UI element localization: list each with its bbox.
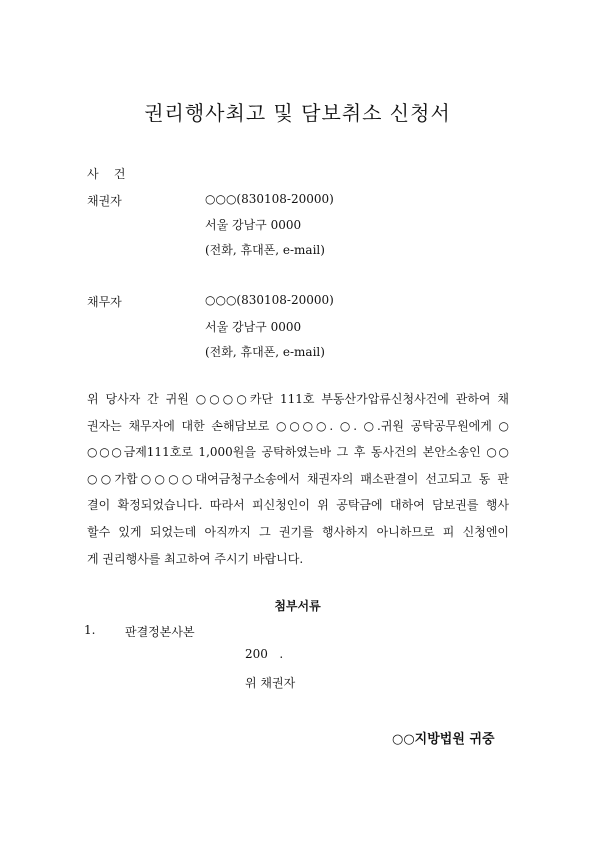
petition-body — [87, 386, 509, 572]
debtor-contact: (전화, 휴대폰, e-mail) — [205, 345, 325, 359]
body-line: ○○○금제111호로 1,000원을 공탁하였는바 그 후 동사건의 본안소송인 ○○ — [87, 445, 509, 460]
court-addressee: ○○지방법원 귀중 — [392, 732, 495, 747]
creditor-name-id: ○○○(830108-20000) — [205, 192, 334, 206]
case-label: 사 건 — [87, 167, 126, 181]
document-title: 권리행사최고 및 담보취소 신청서 — [144, 101, 451, 125]
debtor-address: 서울 강남구 0000 — [205, 320, 302, 334]
creditor-contact: (전화, 휴대폰, e-mail) — [205, 243, 325, 257]
filing-date: 200 . — [245, 647, 284, 661]
creditor-address: 서울 강남구 0000 — [205, 218, 302, 232]
body-line: 결이 확정되었습니다. 따라서 피신청인이 위 공탁금에 대하여 담보권를 행사 — [87, 498, 509, 513]
body-line: 게 권리행사를 최고하여 주시기 바랍니다. — [87, 551, 304, 566]
creditor-label: 채권자 — [87, 194, 122, 208]
signer-label: 위 채권자 — [245, 676, 296, 690]
attachment-number: 1. — [84, 623, 96, 637]
debtor-label: 채무자 — [87, 295, 122, 309]
debtor-name-id: ○○○(830108-20000) — [205, 293, 334, 307]
body-line: 할수 있게 되었는데 아직까지 그 권기를 행사하지 아니하므로 피 신청엔이 — [87, 524, 509, 539]
body-line: 권자는 채무자에 대한 손해담보로 ○○○○. ○. ○.귀원 공탁공무원에게 ○ — [87, 418, 509, 433]
attachments-heading: 첨부서류 — [274, 599, 321, 613]
body-line: 위 당사자 간 귀원 ○○○○카단 111호 부동산가압류신청사건에 관하여 채 — [87, 392, 509, 406]
attachment-name: 판결정본사본 — [125, 625, 195, 639]
body-line: ○○가합○○○○대여금청구소송에서 채권자의 패소판결이 선고되고 동 판 — [87, 471, 509, 486]
